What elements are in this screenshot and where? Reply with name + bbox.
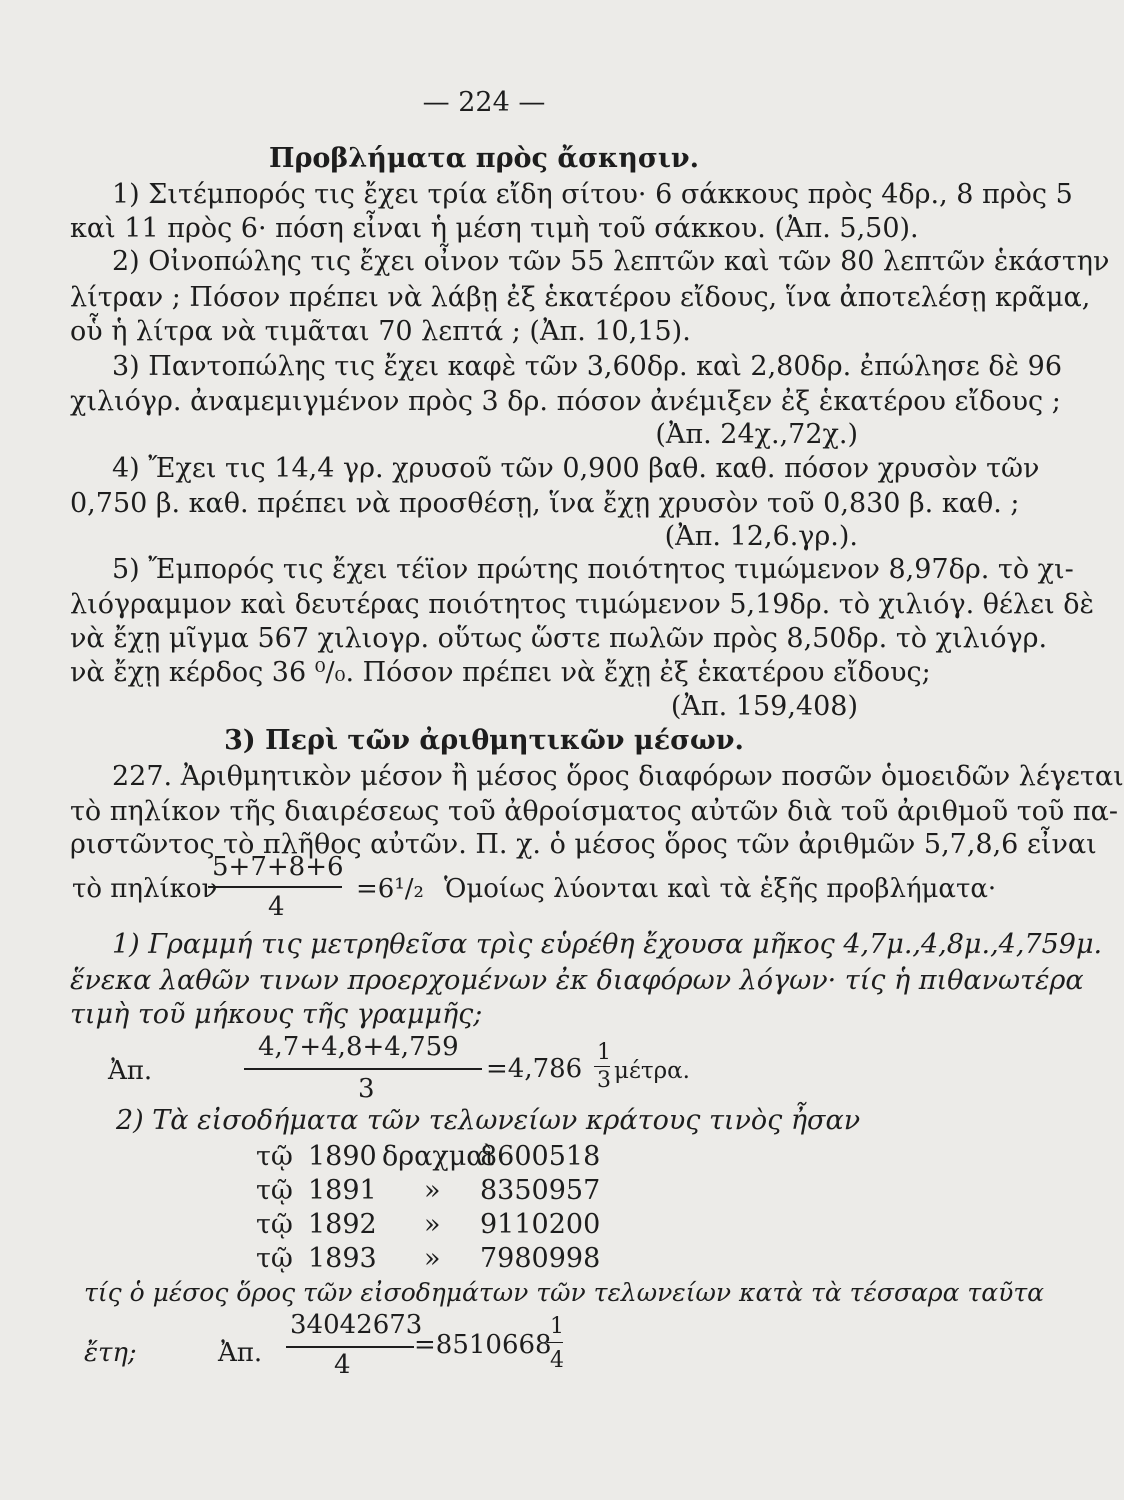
formula-result: =4,786 xyxy=(486,1054,583,1084)
problem-answer: (Ἀπ. 12,6.γρ.). xyxy=(664,521,858,552)
example-line: ἕνεκα λαθῶν τινων προερχομένων ἐκ διαφόρων λόγων· τίς ἡ πιθανωτέρα xyxy=(70,965,1084,996)
fraction-bar xyxy=(547,1342,563,1343)
problem-line: 2) Οἰνοπώλης τις ἔχει οἶνον τῶν 55 λεπτῶν καὶ τῶν 80 λεπτῶν ἑκάστην xyxy=(112,246,1110,277)
example-line: τιμὴ τοῦ μήκους τῆς γραμμῆς; xyxy=(70,999,483,1030)
table-cell: 1892 xyxy=(308,1209,377,1240)
formula-result: =8510668 xyxy=(414,1330,552,1360)
table-cell: 1891 xyxy=(308,1175,377,1206)
formula-numerator: 34042673 xyxy=(290,1310,423,1340)
formula-prefix: τὸ πηλίκον xyxy=(72,874,218,904)
table-cell: τῷ xyxy=(256,1243,293,1274)
fraction-numerator: 1 xyxy=(550,1314,564,1339)
formula-numerator: 5+7+8+6 xyxy=(212,852,344,882)
exercises-heading: Προβλήματα πρὸς ἄσκησιν. xyxy=(268,143,700,174)
problem-line: οὗ ἡ λίτρα νὰ τιμᾶται 70 λεπτά ; (Ἀπ. 10,15). xyxy=(70,316,691,347)
fraction-bar xyxy=(244,1068,482,1070)
formula-numerator: 4,7+4,8+4,759 xyxy=(258,1032,459,1062)
problem-line: νὰ ἔχῃ κέρδος 36 ⁰/₀. Πόσον πρέπει νὰ ἔχῃ ἐξ ἑκατέρου εἴδους; xyxy=(70,657,931,688)
answer-prefix: Ἀπ. xyxy=(108,1056,153,1086)
problem-line: 0,750 β. καθ. πρέπει νὰ προσθέσῃ, ἵνα ἔχῃ χρυσὸν τοῦ 0,830 β. καθ. ; xyxy=(70,488,1020,519)
problem-line: 1) Σιτέμπορός τις ἔχει τρία εἴδη σίτου· 6 σάκκους πρὸς 4δρ., 8 πρὸς 5 xyxy=(112,179,1073,210)
formula-suffix: Ὁμοίως λύονται καὶ τὰ ἑξῆς προβλήματα· xyxy=(444,874,997,904)
page-number: — 224 — xyxy=(422,87,546,118)
paragraph-line: τὸ πηλίκον τῆς διαιρέσεως τοῦ ἀθροίσματος αὐτῶν διὰ τοῦ ἀριθμοῦ τοῦ πα- xyxy=(70,796,1118,827)
formula-denominator: 4 xyxy=(268,892,285,922)
table-cell: 1893 xyxy=(308,1243,377,1274)
table-cell: δραχμαὶ xyxy=(382,1141,496,1172)
problem-line: νὰ ἔχῃ μῖγμα 567 χιλιογρ. οὕτως ὥστε πωλῶν πρὸς 8,50δρ. τὸ χιλιόγρ. xyxy=(70,623,1048,654)
table-cell: 8350957 xyxy=(480,1175,601,1206)
table-cell: » xyxy=(424,1209,441,1240)
formula-result: =6¹/₂ xyxy=(356,874,424,904)
example-line: τίς ὁ μέσος ὅρος τῶν εἰσοδημάτων τῶν τελωνείων κατὰ τὰ τέσσαρα ταῦτα xyxy=(84,1278,1045,1307)
table-cell: 9110200 xyxy=(480,1209,601,1240)
formula-denominator: 4 xyxy=(334,1350,351,1380)
fraction-denominator: 3 xyxy=(597,1068,611,1093)
fraction-denominator: 4 xyxy=(550,1348,564,1373)
section-heading: 3) Περὶ τῶν ἀριθμητικῶν μέσων. xyxy=(224,725,744,756)
problem-line: καὶ 11 πρὸς 6· πόση εἶναι ἡ μέση τιμὴ τοῦ σάκκου. (Ἀπ. 5,50). xyxy=(70,213,919,244)
problem-line: χιλιόγρ. ἀναμεμιγμένον πρὸς 3 δρ. πόσον ἀνέμιξεν ἐξ ἑκατέρου εἴδους ; xyxy=(70,386,1061,417)
unit-label: μέτρα. xyxy=(614,1058,690,1084)
paragraph-line: 227. Ἀριθμητικὸν μέσον ἢ μέσος ὅρος διαφόρων ποσῶν ὁμοειδῶν λέγεται xyxy=(112,761,1124,792)
problem-answer: (Ἀπ. 159,408) xyxy=(670,691,858,722)
example-line: 2) Τὰ εἰσοδήματα τῶν τελωνείων κράτους τινὸς ἦσαν xyxy=(116,1105,861,1136)
example-line: 1) Γραμμή τις μετρηθεῖσα τρὶς εὑρέθη ἔχουσα μῆκος 4,7μ.,4,8μ.,4,759μ. xyxy=(112,929,1103,960)
problem-line: 3) Παντοπώλης τις ἔχει καφὲ τῶν 3,60δρ. καὶ 2,80δρ. ἐπώλησε δὲ 96 xyxy=(112,351,1063,382)
table-cell: 7980998 xyxy=(480,1243,601,1274)
problem-line: λιόγραμμον καὶ δευτέρας ποιότητος τιμώμενον 5,19δρ. τὸ χιλιόγ. θέλει δὲ xyxy=(70,589,1094,620)
table-cell: » xyxy=(424,1175,441,1206)
table-cell: 8600518 xyxy=(480,1141,601,1172)
fraction-bar xyxy=(286,1346,414,1348)
problem-answer: (Ἀπ. 24χ.,72χ.) xyxy=(655,419,858,450)
table-cell: τῷ xyxy=(256,1209,293,1240)
formula-denominator: 3 xyxy=(358,1074,375,1104)
fraction-numerator: 1 xyxy=(597,1040,611,1065)
problem-line: λίτραν ; Πόσον πρέπει νὰ λάβῃ ἐξ ἑκατέρου εἴδους, ἵνα ἀποτελέσῃ κρᾶμα, xyxy=(70,282,1091,313)
answer-prefix: Ἀπ. xyxy=(218,1338,263,1368)
table-cell: τῷ xyxy=(256,1175,293,1206)
table-cell: 1890 xyxy=(308,1141,377,1172)
formula-lead: ἔτη; xyxy=(84,1338,137,1368)
fraction-bar xyxy=(208,886,342,888)
table-cell: » xyxy=(424,1243,441,1274)
problem-line: 4) Ἔχει τις 14,4 γρ. χρυσοῦ τῶν 0,900 βαθ. καθ. πόσον χρυσὸν τῶν xyxy=(112,453,1040,484)
paragraph-line: ριστῶντος τὸ πλῆθος αὐτῶν. Π. χ. ὁ μέσος ὅρος τῶν ἀριθμῶν 5,7,8,6 εἶναι xyxy=(70,829,1097,860)
problem-line: 5) Ἔμπορός τις ἔχει τέϊον πρώτης ποιότητος τιμώμενον 8,97δρ. τὸ χι- xyxy=(112,554,1074,585)
table-cell: τῷ xyxy=(256,1141,293,1172)
